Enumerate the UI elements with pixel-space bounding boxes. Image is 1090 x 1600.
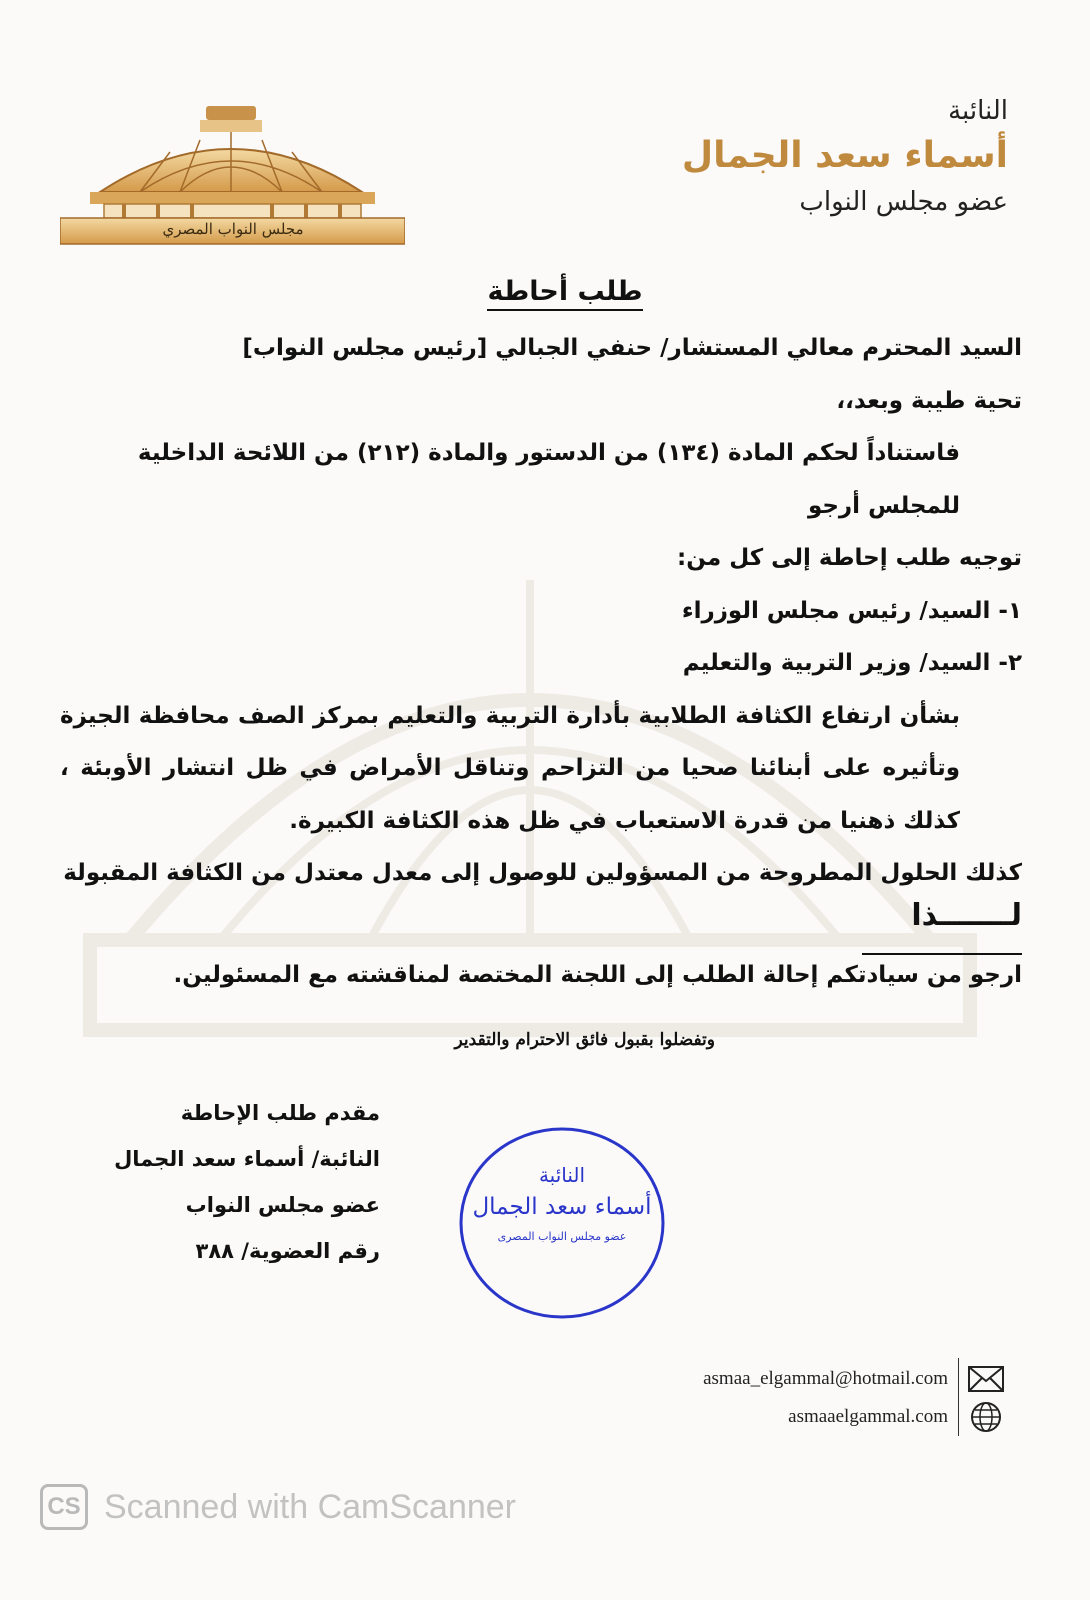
stamp-name: أسماء سعد الجمال bbox=[472, 1194, 652, 1220]
signature-line: رقم العضوية/ ٣٨٨ bbox=[195, 1239, 380, 1263]
letterhead-title: النائبة bbox=[948, 96, 1008, 126]
document-title bbox=[0, 276, 1090, 307]
website-text[interactable]: asmaaelgammal.com bbox=[788, 1406, 948, 1427]
letter-body bbox=[60, 322, 1022, 900]
intro-continuation: توجيه طلب إحاطة إلى كل من: bbox=[677, 545, 1022, 571]
addressee: السيد المحترم معالي المستشار/ حنفي الجبالي [رئيس مجلس النواب] bbox=[242, 335, 1022, 361]
contact-info bbox=[703, 1360, 948, 1436]
conclusion-heading: لـــــــذا bbox=[911, 898, 1022, 933]
signature-line: عضو مجلس النواب bbox=[185, 1193, 380, 1217]
envelope-icon bbox=[966, 1362, 1006, 1396]
signature-line: مقدم طلب الإحاطة bbox=[180, 1101, 380, 1125]
stamp-subtitle: عضو مجلس النواب المصرى bbox=[497, 1230, 627, 1243]
email-text[interactable]: asmaa_elgammal@hotmail.com bbox=[703, 1368, 948, 1389]
document-title-text: طلب أحاطة bbox=[487, 276, 642, 311]
solutions-line: كذلك الحلول المطروحة من المسؤولين للوصول إلى معدل معتدل من الكثافة المقبولة bbox=[63, 860, 1022, 886]
official-stamp bbox=[457, 1125, 667, 1321]
contact-divider bbox=[958, 1358, 959, 1436]
request-text: ارجو من سيادتكم إحالة الطلب إلى اللجنة المختصة لمناقشته مع المسئولين. bbox=[173, 962, 1022, 988]
recipient-item: ١- السيد/ رئيس مجلس الوزراء bbox=[681, 597, 1022, 624]
intro-text: فاستناداً لحكم المادة (١٣٤) من الدستور والمادة (٢١٢) من اللائحة الداخلية للمجلس أرجو bbox=[137, 440, 960, 519]
camscanner-text: Scanned with CamScanner bbox=[104, 1487, 517, 1526]
signature-line: النائبة/ أسماء سعد الجمال bbox=[114, 1147, 380, 1171]
letterhead-name: أسماء سعد الجمال bbox=[681, 135, 1008, 176]
scanner-footer bbox=[40, 1482, 516, 1532]
recipient-item: ٢- السيد/ وزير التربية والتعليم bbox=[682, 650, 1022, 676]
globe-icon bbox=[966, 1400, 1006, 1434]
subject-paragraph: بشأن ارتفاع الكثافة الطلابية بأدارة التربية والتعليم بمركز الصف محافظة الجيزة وتأثيره على أبنائنا صحيا من التزاحم وتناقل الأمراض في ظل انتشار الأوبئة ، كذلك ذهنيا من قدرة الاستعباب في ظل هذه الكثافة الكبيرة. bbox=[60, 702, 960, 834]
greeting: تحية طيبة وبعد،، bbox=[836, 387, 1022, 414]
letterhead bbox=[682, 92, 1008, 222]
camscanner-logo-icon: CS bbox=[40, 1484, 88, 1530]
letterhead-member: عضو مجلس النواب bbox=[799, 187, 1008, 217]
closing-text: وتفضلوا بقبول فائق الاحترام والتقدير bbox=[454, 1030, 715, 1050]
signature-block bbox=[114, 1090, 380, 1274]
stamp-title: النائبة bbox=[538, 1163, 586, 1187]
logo-caption: مجلس النواب المصري bbox=[162, 220, 304, 238]
